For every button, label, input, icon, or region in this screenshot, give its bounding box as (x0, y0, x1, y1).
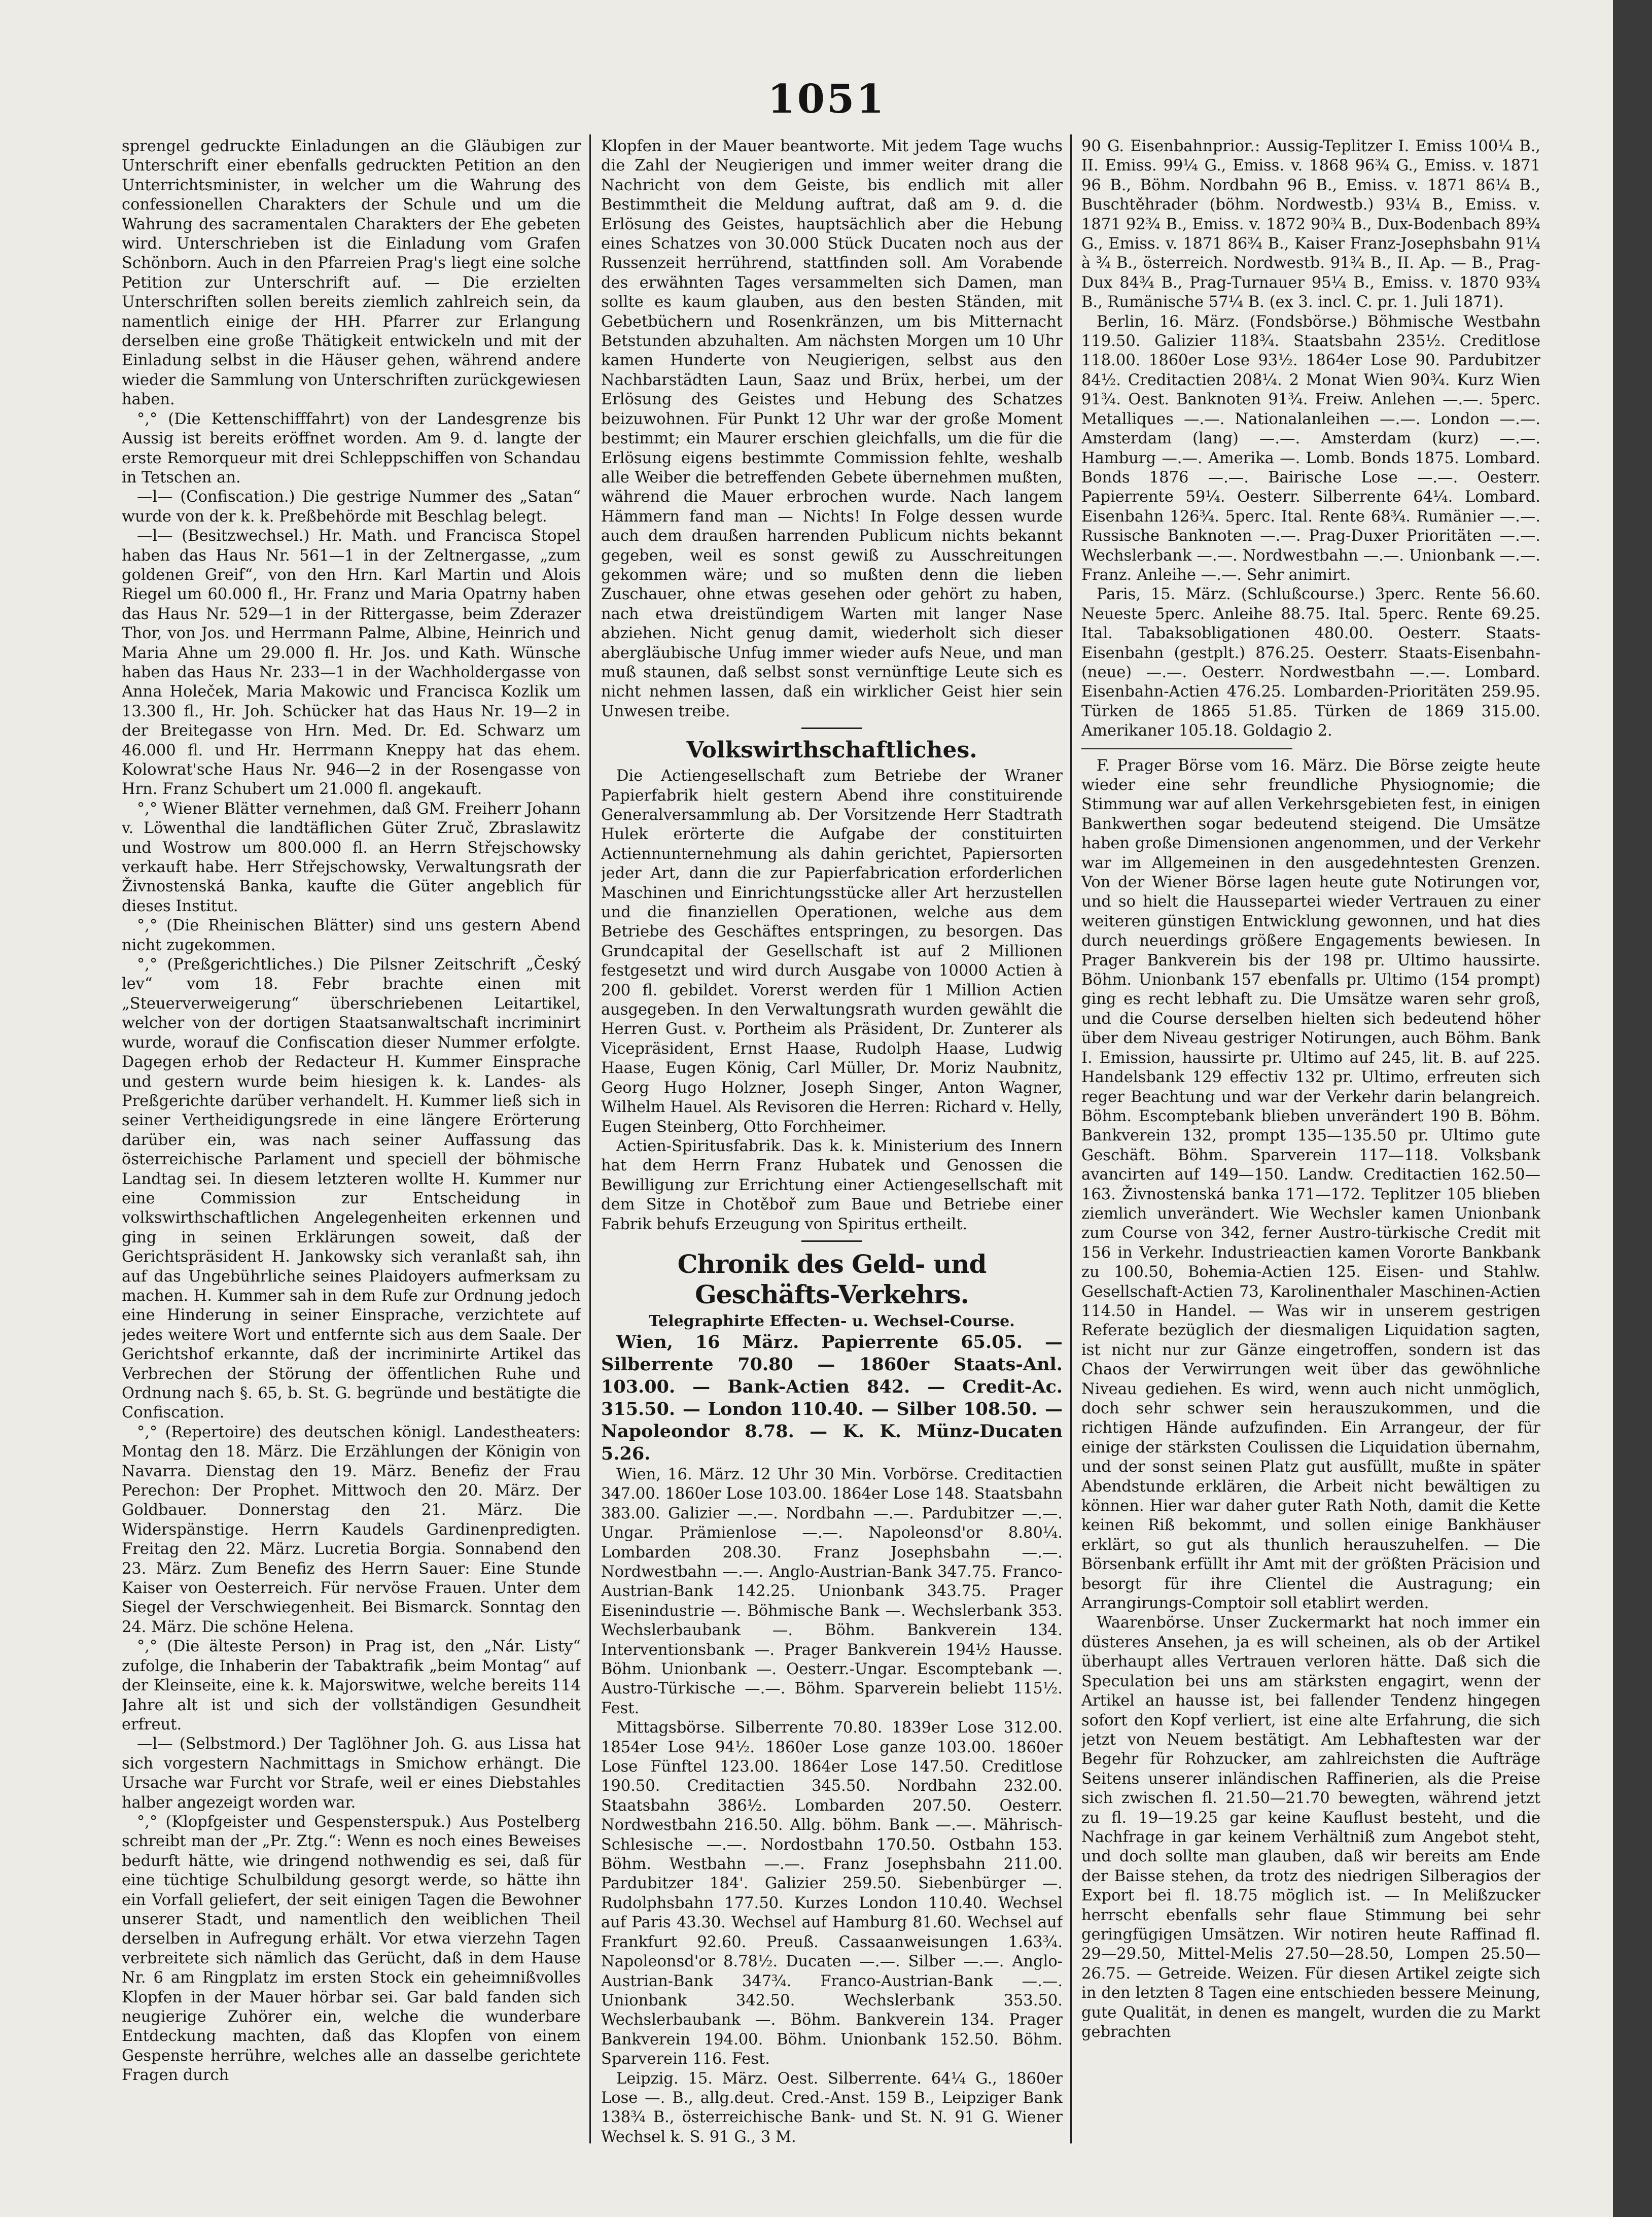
news-item-klopfgeister: °,° (Klopfgeister und Gespensterspuk.) Aus Postelberg schreibt man der „Pr. Ztg.“: Wenn es noch eines Beweises bedurft hätte, wie dringend nothwendig es sei, daß für eine tüchtige Schulbildung gesorgt werde, so hätte ihn ein Vorfall geliefert, der seit einigen Tagen die Bewohner unserer Stadt, und namentlich den weiblichen Theil derselben in Aufregung erhält. Vor etwa vierzehn Tagen verbreitete sich nämlich das Gerücht, daß in dem Hause Nr. 6 am Ringplatz im ersten Stock ein geheimnißvolles Klopfen in der Mauer hörbar sei. Gar bald fanden sich neugierige Zuhörer ein, welche die wunderbare Entdeckung machten, daß das Klopfen von einem Gespenste herrühre, welches alle an dasselbe gerichtete Fragen durch (122, 1813, 581, 2085)
column-right (1081, 137, 1540, 2151)
news-item-rheinische-blaetter: °,° (Die Rheinischen Blätter) sind uns gestern Abend nicht zugekommen. (122, 917, 581, 954)
news-item-gueterverkauf: °,° Wiener Blätter vernehmen, daß GM. Freiherr Johann v. Löwenthal die landtäflichen Güter Zruč, Zbraslawitz und Wostrow um 800.000 fl. an Herrn Střejschowsky verkauft habe. Herr Střejschowsky, Verwaltungsrath der Živnostenská Banka, kaufte die Güter angeblich für dieses Institut. (122, 800, 581, 915)
separator (801, 1240, 862, 1242)
column-left (122, 137, 581, 2151)
market-report-waarenboerse: Waarenbörse. Unser Zuckermarkt hat noch immer ein düsteres Ansehen, ja es will scheinen, als ob der Artikel überhaupt alles Vertrauen verloren hätte. Daß sich die Speculation bei uns am stärksten engagirt, wenn der Artikel an hausse ist, bei fallender Tendenz hingegen sofort den Kopf verliert, ist eine alte Erfahrung, die sich jetzt von Neuem bestätigt. Am Lebhaftesten war der Begehr für Rohzucker, am zahlreichsten die Aufträge Seitens unserer inländischen Raffinerien, als die Preise sich zwischen fl. 21.50—21.70 bewegten, während jetzt zu fl. 19—19.25 gar keine Kauflust besteht, und die Nachfrage in gar keinem Verhältniß zum Angebot steht, und doch sollte man glauben, daß wir bereits am Ende der Baisse stehen, da trotz des niedrigen Silberagios der Export bei fl. 18.75 möglich ist. — In Melißzucker herrscht ebenfalls sehr flaue Stimmung bei sehr geringfügigen Umsätzen. Wir notiren heute Raffinad fl. 29—29.50, Mittel-Melis 27.50—28.50, Lompen 25.50—26.75. — Getreide. Weizen. Für diesen Artikel zeigte sich in den letzten 8 Tagen eine entschieden bessere Meinung, gute Qualität, in denen es mangelt, wurden die zu Markt gebrachten (1081, 1614, 1540, 2041)
section-title-chronik: Chronik des Geld- und Geschäfts-Verkehrs. (677, 1249, 987, 1309)
news-item-pressgerichtliches: °,° (Preßgerichtliches.) Die Pilsner Zeitschrift „Český lev“ vom 18. Febr brachte einen mit „Steuerverweigerung“ überschriebenen Leitartikel, welcher von der dortigen Staatsanwaltschaft incriminirt wurde, worauf die Confiscation dieser Nummer erfolgte. Dagegen erhob der Redacteur H. Kummer Einsprache und gestern wurde beim hiesigen k. k. Landes- als Preßgerichte darüber verhandelt. H. Kummer ließ sich in seiner Vertheidigungsrede in eine längere Erörterung darüber ein, was nach seiner Auffassung das österreichische Parlament und speciell der böhmische Landtag sei. In diesem letzteren wollte H. Kummer nur eine Commission zur Entscheidung in volkswirthschaftlichen Angelegenheiten erkennen und ging in seinen Erklärungen soweit, daß der Gerichtspräsident H. Jankowsky sich veranlaßt sah, ihn auf das Ungebührliche seines Plaidoyers aufmerksam zu machen. H. Kummer sah in dem Rufe zur Ordnung jedoch eine Hinderung in seiner Einsprache, verzichtete auf jedes weitere Wort und entfernte sich aus dem Saale. Der Gerichtshof erkannte, daß der incriminirte Artikel das Verbrechen der Störung der öffentlichen Ruhe und Ordnung nach §. 65, b. St. G. begründe und bestätigte die Confiscation. (122, 956, 581, 1422)
paragraph: 90 G. Eisenbahnprior.: Aussig-Teplitzer I. Emiss 100¼ B., II. Emiss. 99¼ G., Emiss. v. 1868 96¾ G., Emiss. v. 1871 96 B., Böhm. Nordbahn 96 B., Emiss. v. 1871 86¼ B., Buschtěhrader (böhm. Nordwestb.) 93¼ B., Emiss. v. 1871 92¾ B., Emiss. v. 1872 90¾ B., Dux-Bodenbach 89¾ G., Emiss. v. 1871 86¾ B., Kaiser Franz-Josephsbahn 91¼ à ¾ B., österreich. Nordwestb. 91¾ B., II. Ap. — B., Prag-Dux 84¾ B., Prag-Turnauer 95¼ B., Emiss. v. 1870 93¾ B., Rumänische 57¼ B. (ex 3. incl. C. pr. 1. Juli 1871). (1081, 137, 1540, 311)
news-item-repertoire: °,° (Repertoire) des deutschen königl. Landestheaters: Montag den 18. März. Die Erzählungen der Königin von Navarra. Dienstag den 19. März. Benefiz der Frau Perechon: Der Prophet. Mittwoch den 20. März. Der Goldbauer. Donnerstag den 21. März. Die Widerspänstige. Herrn Kaudels Gardinenpredigten. Freitag den 22. März. Lucretia Borgia. Sonnabend den 23. März. Zum Benefiz des Herrn Sauer: Eine Stunde Kaiser von Oesterreich. Für nervöse Frauen. Unter dem Siegel der Verschwiegenheit. Bei Bismarck. Sonntag den 24. März. Die schöne Helena. (122, 1423, 581, 1636)
column-divider (1070, 134, 1072, 2143)
page-number: 1051 (767, 76, 886, 122)
news-item-besitzwechsel: —l— (Besitzwechsel.) Hr. Math. und Francisca Stopel haben das Haus Nr. 561—1 in der Zeltnergasse, „zum goldenen Greif“, von den Hrn. Karl Martin und Alois Riegel um 60.000 fl., Hr. Franz und Maria Opatrny haben das Haus Nr. 529—1 in der Rittergasse, beim Zderazer Thor, von Jos. und Herrmann Palme, Albine, Heinrich und Maria Ahne um 29.000 fl. Hr. Jos. und Kath. Wünsche haben das Haus Nr. 233—1 in der Wachholdergasse von Anna Holeček, Maria Makowic und Francisca Kozlik um 13.300 fl., Hr. Joh. Schücker hat das Haus Nr. 19—2 in der Breitegasse von Hrn. Med. Dr. Ed. Schwarz um 46.000 fl. und Hr. Herrmann Kneppy hat das ehem. Kolowrat'sche Haus Nr. 946—2 in der Rosengasse von Hrn. Franz Schubert um 21.000 fl. angekauft. (122, 527, 581, 799)
column-middle (601, 137, 1063, 2151)
market-report-wien-vorboerse: Wien, 16. März. 12 Uhr 30 Min. Vorbörse. Creditactien 347.00. 1860er Lose 103.00. 1864er Lose 148. Staatsbahn 383.00. Galizier —.—. Nordbahn —.—. Pardubitzer —.—. Ungar. Prämienlose —.—. Napoleonsd'or 8.80¼. Lombarden 208.30. Franz Josephsbahn —.—. Nordwestbahn —.—. Anglo-Austrian-Bank 347.75. Franco-Austrian-Bank 142.25. Unionbank 343.75. Prager Eisenindustrie —. Böhmische Bank —. Wechslerbank 353. Wechslerbaubank —. Böhm. Bankverein 134. Interventionsbank —. Prager Bankverein 194½ Hausse. Böhm. Unionbank —. Oesterr.-Ungar. Escomptebank —. Austro-Türkische —.—. Böhm. Sparverein beliebt 115½. Fest. (601, 1465, 1063, 1717)
news-item-spiritusfabrik: Actien-Spiritusfabrik. Das k. k. Ministerium des Innern hat dem Herrn Franz Hubatek und Genossen die Bewilligung zur Errichtung einer Actiengesellschaft mit dem Sitze in Chotěboř zum Baue und Betriebe einer Fabrik behufs Erzeugung von Spiritus ertheilt. (601, 1137, 1063, 1233)
market-report-berlin: Berlin, 16. März. (Fondsbörse.) Böhmische Westbahn 119.50. Galizier 118¾. Staatsbahn 235½. Creditlose 118.00. 1860er Lose 93½. 1864er Lose 90. Pardubitzer 84½. Creditactien 208¼. 2 Monat Wien 90¾. Kurz Wien 91¾. Oest. Banknoten 91¾. Freiw. Anlehen —.—. 5perc. Metalliques —.—. Nationalanleihen —.—. London —.—. Amsterdam (lang) —.—. Amsterdam (kurz) —.—. Hamburg —.—. Amerika —. Lomb. Bonds 1875. Lombard. Bonds 1876 —.—. Bairische Lose —.—. Oesterr. Papierrente 59¼. Oesterr. Silberrente 64¼. Lombard. Eisenbahn 126¾. 5perc. Ital. Rente 68¾. Rumänier —.—. Russische Banknoten —.—. Prag-Duxer Prioritäten —.—. Wechslerbank —.—. Nordwestbahn —.—. Unionbank —.—. Franz. Anleihe —.—. Sehr animirt. (1081, 313, 1540, 584)
news-item-confiscation: —l— (Confiscation.) Die gestrige Nummer des „Satan“ wurde von der k. k. Preßbehörde mit Beschlag belegt. (122, 488, 581, 526)
market-report-mittagsboerse: Mittagsbörse. Silberrente 70.80. 1839er Lose 312.00. 1854er Lose 94½. 1860er Lose ganze 103.00. 1860er Lose Fünftel 123.00. 1864er Lose 147.50. Creditlose 190.50. Creditactien 345.50. Nordbahn 232.00. Staatsbahn 386½. Lombarden 207.50. Oesterr. Nordwestbahn 216.50. Allg. böhm. Bank —.—. Mährisch-Schlesische —.—. Nordostbahn 170.50. Ostbahn 153. Böhm. Westbahn —.—. Franz Josephsbahn 211.00. Pardubitzer 184'. Galizier 259.50. Siebenbürger —. Rudolphsbahn 177.50. Kurzes London 110.40. Wechsel auf Paris 43.30. Wechsel auf Hamburg 81.60. Wechsel auf Frankfurt 92.60. Preuß. Cassaanweisungen 1.63¾. Napoleonsd'or 8.78½. Ducaten —.—. Silber —.—. Anglo-Austrian-Bank 347¾. Franco-Austrian-Bank —.—. Unionbank 342.50. Wechslerbank 353.50. Wechslerbaubank —. Böhm. Bankverein 134. Prager Bankverein 194.00. Böhm. Unionbank 152.50. Böhm. Sparverein 116. Fest. (601, 1719, 1063, 2068)
news-item-kettenschifffahrt: °,° (Die Kettenschifffahrt) von der Landesgrenze bis Aussig ist bereits eröffnet worden. Am 9. d. langte der erste Remorqueur mit drei Schleppschiffen von Schandau in Tetschen an. (122, 410, 581, 487)
market-report-paris: Paris, 15. März. (Schlußcourse.) 3perc. Rente 56.60. Neueste 5perc. Anleihe 88.75. Ital. 5perc. Rente 69.25. Ital. Tabaksobligationen 480.00. Oesterr. Staats-Eisenbahn (gestplt.) 876.25. Oesterr. Staats-Eisenbahn-(neue) —.—. Oesterr. Nordwestbahn —.—. Lombard. Eisenbahn-Actien 476.25. Lombarden-Prioritäten 259.95. Türken de 1865 51.85. Türken de 1869 315.00. Amerikaner 105.18. Goldagio 2. (1081, 585, 1540, 740)
news-item-papierfabrik: Die Actiengesellschaft zum Betriebe der Wraner Papierfabrik hielt gestern Abend ihre constituirende Generalversammlung ab. Der Vorsitzende Herr Stadtrath Hulek erörterte die Aufgabe der constituirten Actiennunternehmung als dahin gerichtet, Papiersorten jeder Art, dann die zur Papierfabrication erforderlichen Maschinen und Einrichtungsstücke aller Art herzustellen und die finanziellen Operationen, welche aus dem Betriebe des Geschäftes entspringen, zu besorgen. Das Grundcapital der Gesellschaft ist auf 2 Millionen festgesetzt und wird durch Ausgabe von 10000 Actien à 200 fl. gebildet. Vorerst werden für 1 Million Actien ausgegeben. In den Verwaltungsrath wurden gewählt die Herren Gust. v. Portheim als Präsident, Dr. Zunterer als Vicepräsident, Ernst Haase, Rudolph Haase, Ludwig Haase, Eugen König, Carl Müller, Dr. Moriz Naubnitz, Georg Hugo Holzner, Joseph Singer, Anton Wagner, Wilhelm Hauel. Als Revisoren die Herren: Richard v. Helly, Eugen Steinberg, Otto Forchheimer. (601, 767, 1063, 1136)
paragraph: sprengel gedruckte Einladungen an die Gläubigen zur Unterschrift einer ebenfalls gedruckten Petition an den Unterrichtsminister, in welcher um die Wahrung des confessionellen Charakters der Schule und um die Wahrung des sacramentalen Charakters der Ehe gebeten wird. Unterschrieben ist die Einladung vom Grafen Schönborn. Auch in den Pfarreien Prag's liegt eine solche Petition zur Unterschrift auf. — Die erzielten Unterschriften sollen bereits ziemlich zahlreich sein, da namentlich einige der HH. Pfarrer zur Erlangung derselben eine große Thätigkeit entwickeln und mit der Einladung selbst in die Häuser gehen, während andere wieder die Sammlung von Unterschriften zurückgewiesen haben. (122, 137, 581, 409)
telegraph-courses: Wien, 16 März. Papierrente 65.05. — Silberrente 70.80 — 1860er Staats-Anl. 103.00. — Bank-Actien 842. — Credit-Ac. 315.50. — London 110.40. — Silber 108.50. — Napoleondor 8.78. — K. K. Münz-Ducaten 5.26. (601, 1331, 1063, 1464)
column-divider (589, 134, 591, 2143)
news-item-selbstmord: —l— (Selbstmord.) Der Taglöhner Joh. G. aus Lissa hat sich vorgestern Nachmittags in Smichow erhängt. Die Ursache war Furcht vor Strafe, weil er eines Diebstahles halber angezeigt worden war. (122, 1735, 581, 1812)
market-report-prager-boerse: F. Prager Börse vom 16. März. Die Börse zeigte heute wieder eine sehr freundliche Physiognomie; die Stimmung war auf allen Verkehrsgebieten fest, in einigen Bankwerthen sogar bedeutend steigend. Die Umsätze haben große Dimensionen angenommen, und der Verkehr war im Allgemeinen in den ausgedehntesten Grenzen. Von der Wiener Börse lagen heute gute Notirungen vor, und so hielt die Haussepartei wieder Vertrauen zu einer weiteren günstigen Entwicklung gewonnen, und hat dies durch neuerdings größere Engagements bewiesen. In Prager Bankverein bis der 198 pr. Ultimo haussirte. Böhm. Unionbank 157 ebenfalls pr. Ultimo (154 prompt) ging es recht lebhaft zu. Die Umsätze waren sehr groß, und die Course derselben hielten sich bedeutend höher über dem Niveau gestriger Notirungen, auch Böhm. Bank I. Emission, haussirte pr. Ultimo auf 245, lit. B. auf 225. Handelsbank 129 effectiv 132 pr. Ultimo, erfreuten sich reger Beachtung und war der Verkehr darin belangreich. Böhm. Escomptebank blieben unverändert 190 B. Böhm. Bankverein 132, prompt 135—135.50 pr. Ultimo gute Geschäft. Böhm. Sparverein 117—118. Volksbank avancirten auf 149—150. Landw. Creditactien 162.50—163. Živnostenská banka 171—172. Teplitzer 105 blieben ziemlich unverändert. Wie Wechsler kamen Unionbank zum Course von 342, ferner Austro-türkische Credit mit 156 in Verkehr. Industrieactien kamen Vororte Bankbank zu 100.50, Bohemia-Actien 125. Eisen- und Stahlw. Gesellschaft-Actien 73, Karolinenthaler Maschinen-Actien 114.50 in Handel. — Was wir in unserem gestrigen Referate bezüglich der diesmaligen Liquidation sagten, ist nicht nur zur Gänze eingetroffen, sondern ist das Chaos der Verwirrungen weit über das gewöhnliche Niveau gediehen. Es wird, wenn auch nicht unmöglich, doch sehr schwer sein herauszukommen, und die richtigen Hände aufzufinden. Ein Arrangeur, der für einige der stärksten Coulissen die Liquidation übernahm, und der sonst seinen Platz gut ausfüllt, mußte in später Abendstunde erklären, die Arbeit nicht bewältigen zu können. Hier war daher guter Rath Noth, damit die Kette keinen Riß bekommt, und sollen einige Bankhäuser erklärt, so gut als thunlich herauszuhelfen. — Die Börsenbank erfüllt ihr Amt mit der größten Präcision und besorgt für ihre Clientel die Austragung; ein Arrangirungs-Comptoir soll etablirt werden. (1081, 756, 1540, 1613)
paragraph: Klopfen in der Mauer beantworte. Mit jedem Tage wuchs die Zahl der Neugierigen und immer weiter drang die Nachricht von dem Geiste, bis endlich mit aller Bestimmtheit die Meldung auftrat, daß am 9. d. die Erlösung des Geistes, hauptsächlich aber die Hebung eines Schatzes von 30.000 Stück Ducaten noch aus der Russenzeit herrührend, stattfinden soll. Am Vorabende des erwähnten Tages versammelten sich Damen, man sollte es kaum glauben, aus den besten Ständen, mit Gebetbüchern und Rosenkränzen, um bis Mitternacht Betstunden abzuhalten. Am nächsten Morgen um 10 Uhr kamen Hunderte von Neugierigen, selbst aus den Nachbarstädten Laun, Saaz und Brüx, herbei, um der Erlösung des Geistes und Hebung des Schatzes beizuwohnen. Für Punkt 12 Uhr war der große Moment bestimmt; ein Maurer erschien gleichfalls, um die für die Erlösung eigens bestimmte Commission fehlte, weshalb alle Weiber die betreffenden Gebete übernehmen mußten, während die Mauer erbrochen wurde. Nach langem Hämmern fand man — Nichts! In Folge dessen wurde auch dem draußen harrenden Publicum nichts bekannt gegeben, weil es sonst gewiß zu Ausschreitungen gekommen wäre; und so mußten denn die lieben Zuschauer, ohne etwas gesehen oder gehört zu haben, nach etwa dreistündigem Warten mit langer Nase abziehen. Nicht genug damit, wiederholt sich dieser abergläubische Unfug immer wieder aufs Neue, und man muß staunen, daß selbst sonst vernünftige Leute sich es nicht nehmen lassen, daß ein wirklicher Geist hier sein Unwesen treibe. (601, 137, 1063, 720)
separator (801, 728, 862, 729)
separator (1081, 748, 1292, 749)
news-item-aelteste-person: °,° (Die älteste Person) in Prag ist, den „Nár. Listy“ zufolge, die Inhaberin der Tabaktrafik „beim Montag“ auf der Kleinseite, eine k. k. Majorswitwe, welche bereits 114 Jahre alt ist und sich der vollständigen Gesundheit erfreut. (122, 1638, 581, 1734)
telegraph-courses-heading: Telegraphirte Effecten- u. Wechsel-Course. (649, 1312, 1015, 1330)
market-report-leipzig: Leipzig. 15. März. Oest. Silberrente. 64¼ G., 1860er Lose —. B., allg.deut. Cred.-Anst. 159 B., Leipziger Bank 138¾ B., österreichische Bank- und St. N. 91 G. Wiener Wechsel k. S. 91 G., 3 M. (601, 2069, 1063, 2146)
scan-edge (1613, 0, 1652, 2217)
section-title-volkswirthschaftliches: Volkswirthschaftliches. (686, 737, 977, 764)
